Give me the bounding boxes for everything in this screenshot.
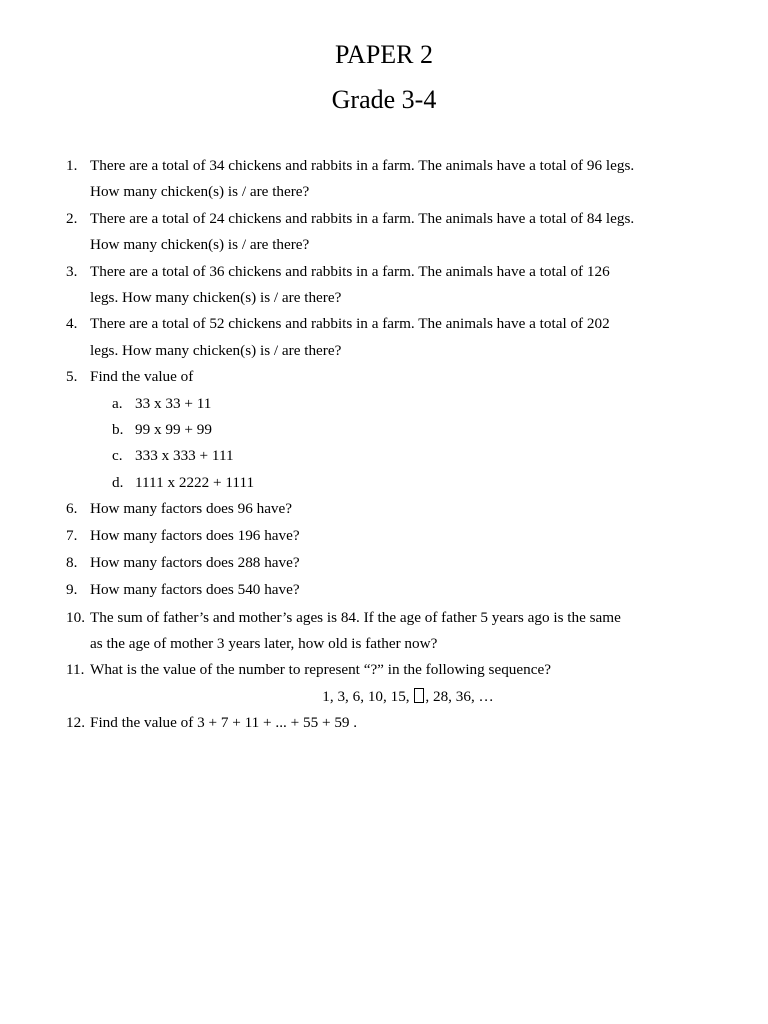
question-4: [66, 311, 726, 364]
question-number: 8.: [66, 553, 78, 571]
question-number: 7.: [66, 527, 78, 545]
question-text-line: There are a total of 34 chickens and rabbits in a farm. The animals have a total of 96 legs.: [90, 157, 635, 174]
question-number: 1.: [66, 157, 78, 174]
question-number: 12.: [66, 714, 85, 732]
question-text-line: as the age of mother 3 years later, how old is father now?: [90, 635, 438, 653]
question-number: 10.: [66, 608, 85, 626]
sub-item-c: [66, 443, 726, 469]
sub-item-d: [66, 470, 726, 496]
sub-item-letter: d.: [112, 473, 124, 491]
page-subtitle: Grade 3-4: [331, 85, 437, 114]
question-1: [66, 153, 726, 206]
question-text-line: There are a total of 52 chickens and rabbits in a farm. The animals have a total of 202: [90, 315, 610, 333]
question-number: 2.: [66, 209, 78, 227]
question-12: [66, 710, 726, 736]
sub-item-letter: c.: [112, 447, 123, 465]
question-text-line: What is the value of the number to represent “?” in the following sequence?: [90, 661, 551, 679]
question-number: 3.: [66, 262, 78, 280]
question-text-line: How many factors does 96 have?: [90, 500, 293, 518]
question-6: [66, 496, 726, 522]
sub-item-letter: b.: [112, 421, 124, 439]
page-title: PAPER 2: [334, 40, 434, 69]
question-text-line: There are a total of 36 chickens and rabbits in a farm. The animals have a total of 126: [90, 262, 610, 280]
sub-item-text: 1111 x 2222 + 1111: [135, 473, 255, 491]
question-9: [66, 577, 726, 603]
question-text-line: How many chicken(s) is / are there?: [90, 236, 310, 254]
sub-item-b: [66, 417, 726, 443]
question-2: [66, 206, 726, 259]
question-text-line: How many factors does 288 have?: [90, 553, 300, 571]
sequence-end: , 28, 36, …: [425, 687, 494, 705]
question-text-line: How many factors does 540 have?: [90, 580, 300, 598]
question-number: 5.: [66, 368, 78, 386]
question-8: [66, 550, 726, 576]
sub-item-a: [66, 391, 726, 417]
sub-item-text: 99 x 99 + 99: [135, 421, 212, 439]
question-text-line: How many chicken(s) is / are there?: [90, 183, 310, 201]
question-7: [66, 523, 726, 549]
number-sequence: [66, 684, 726, 710]
question-number: 9.: [66, 580, 78, 598]
question-text-line: legs. How many chicken(s) is / are there?: [90, 289, 342, 307]
question-list: [66, 153, 726, 737]
question-5: [66, 364, 726, 390]
question-text-line: How many factors does 196 have?: [90, 527, 300, 545]
sub-item-letter: a.: [112, 394, 123, 412]
sequence-start: 1, 3, 6, 10, 15,: [322, 687, 410, 705]
question-10: [66, 605, 726, 658]
question-text-line: Find the value of 3 + 7 + 11 + ... + 55 + 59 .: [90, 714, 358, 732]
question-11: [66, 657, 726, 683]
question-text-line: legs. How many chicken(s) is / are there?: [90, 341, 342, 359]
question-number: 11.: [66, 661, 85, 679]
question-text-line: Find the value of: [90, 368, 194, 386]
missing-number-box-icon: [414, 688, 424, 703]
sub-item-text: 333 x 333 + 111: [135, 447, 234, 465]
question-text-line: There are a total of 24 chickens and rabbits in a farm. The animals have a total of 84 legs.: [90, 209, 635, 227]
question-3: [66, 259, 726, 312]
question-text-line: The sum of father’s and mother’s ages is 84. If the age of father 5 years ago is the same: [90, 608, 621, 626]
question-number: 4.: [66, 315, 78, 333]
sub-item-text: 33 x 33 + 11: [135, 394, 212, 412]
question-number: 6.: [66, 500, 78, 518]
